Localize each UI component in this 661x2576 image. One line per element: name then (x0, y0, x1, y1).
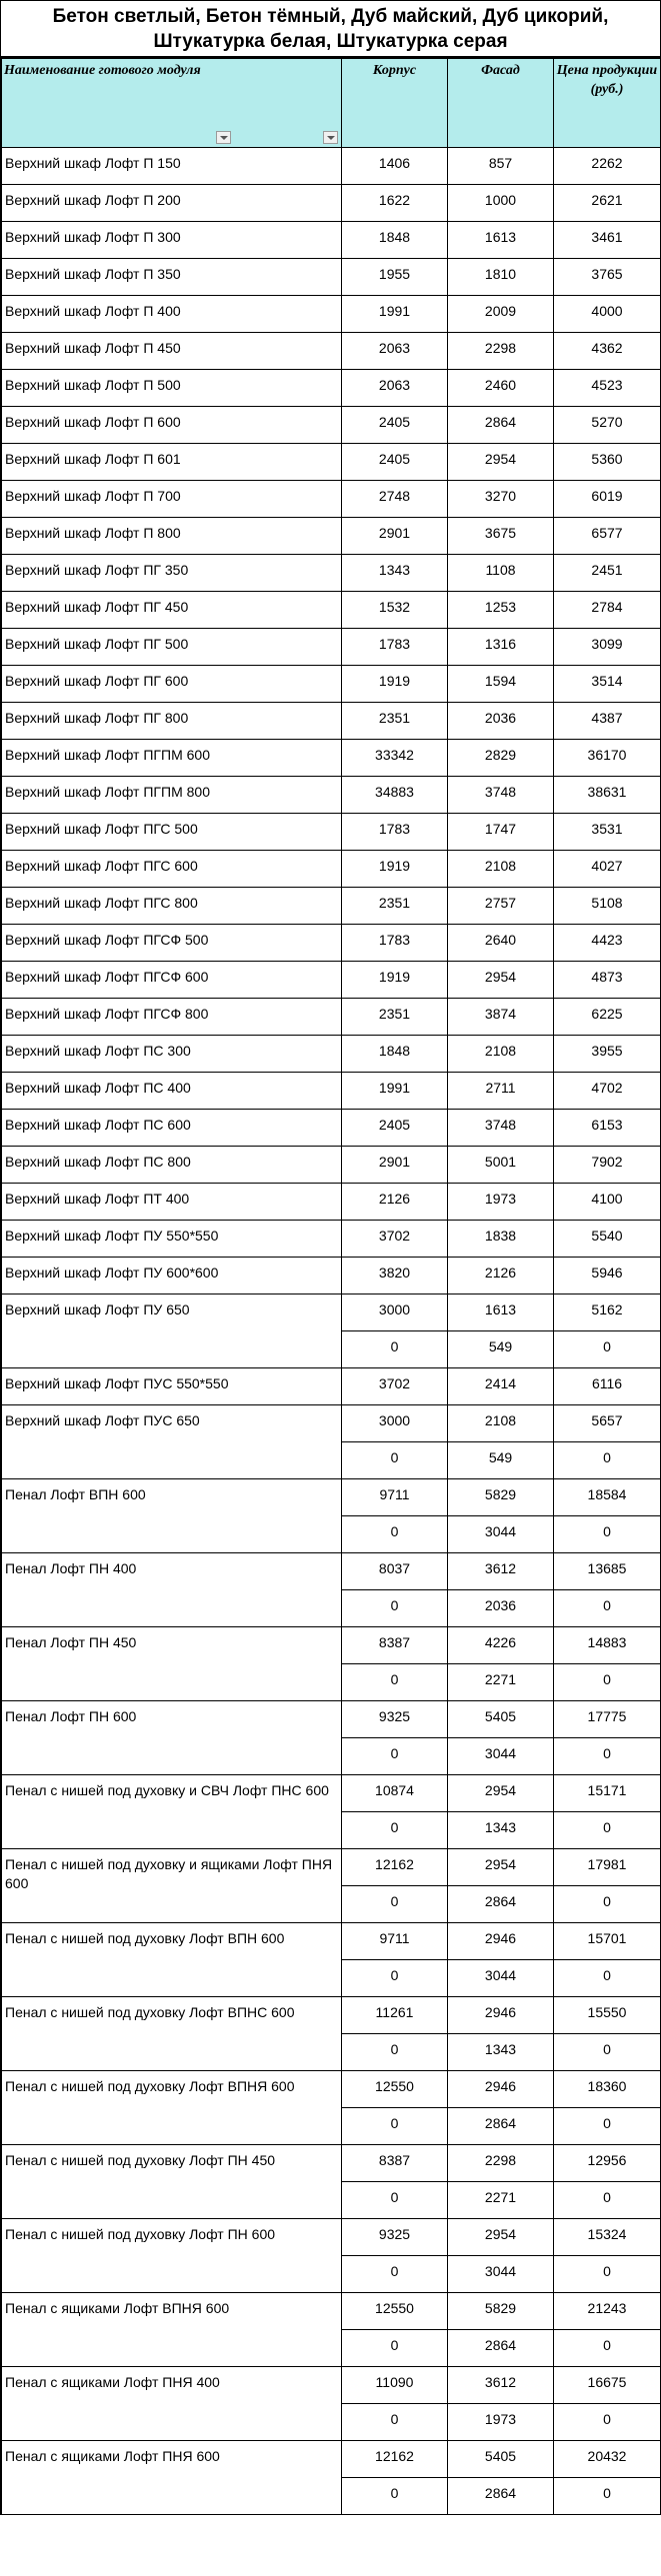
body-price-cell[interactable]: 9711 (342, 1479, 448, 1516)
product-price-cell[interactable]: 4702 (554, 1073, 661, 1110)
table-row (2, 444, 661, 481)
body-price-cell[interactable]: 2351 (342, 888, 448, 925)
facade-price-cell[interactable]: 2954 (448, 2219, 554, 2256)
facade-price-cell[interactable]: 2271 (448, 1664, 554, 1701)
table-row (2, 777, 661, 814)
table-row (2, 407, 661, 444)
product-price-cell[interactable]: 4362 (554, 333, 661, 370)
module-name-cell[interactable]: Верхний шкаф Лофт ПГСФ 800 (2, 999, 342, 1036)
product-price-cell[interactable]: 0 (554, 2034, 661, 2071)
product-price-cell[interactable]: 13685 (554, 1553, 661, 1590)
module-name-cell[interactable]: Пенал с нишей под духовку Лофт ПН 450 (2, 2145, 342, 2219)
body-price-cell[interactable]: 0 (342, 2256, 448, 2293)
table-row (2, 1405, 661, 1442)
table-row (2, 2145, 661, 2182)
product-price-cell[interactable]: 0 (554, 2404, 661, 2441)
facade-price-cell[interactable]: 1594 (448, 666, 554, 703)
product-price-cell[interactable]: 0 (554, 2330, 661, 2367)
body-price-cell[interactable]: 1783 (342, 629, 448, 666)
product-price-cell[interactable]: 2621 (554, 185, 661, 222)
body-price-cell[interactable]: 2351 (342, 999, 448, 1036)
column-header-price: Цена продукции (руб.) (554, 59, 661, 148)
filter-dropdown-icon[interactable] (216, 131, 231, 144)
facade-price-cell[interactable]: 2108 (448, 1405, 554, 1442)
facade-price-cell[interactable]: 2757 (448, 888, 554, 925)
facade-price-cell[interactable]: 2954 (448, 1849, 554, 1886)
body-price-cell[interactable]: 1848 (342, 1036, 448, 1073)
product-price-cell[interactable]: 3765 (554, 259, 661, 296)
product-price-cell[interactable]: 18360 (554, 2071, 661, 2108)
body-price-cell[interactable]: 0 (342, 1886, 448, 1923)
facade-price-cell[interactable]: 2036 (448, 1590, 554, 1627)
product-price-cell[interactable]: 36170 (554, 740, 661, 777)
module-name-cell[interactable]: Верхний шкаф Лофт ПГС 500 (2, 814, 342, 851)
product-price-cell[interactable]: 16675 (554, 2367, 661, 2404)
column-header-module-name (2, 59, 342, 148)
product-price-cell[interactable]: 15171 (554, 1775, 661, 1812)
body-price-cell[interactable]: 1919 (342, 962, 448, 999)
body-price-cell[interactable]: 0 (342, 2478, 448, 2515)
body-price-cell[interactable]: 0 (342, 1516, 448, 1553)
body-price-cell[interactable]: 1783 (342, 925, 448, 962)
module-name-cell[interactable]: Верхний шкаф Лофт ПС 800 (2, 1147, 342, 1184)
product-price-cell[interactable]: 6019 (554, 481, 661, 518)
column-header-body: Корпус (342, 59, 448, 148)
module-name-cell[interactable]: Пенал с нишей под духовку Лофт ВПН 600 (2, 1923, 342, 1997)
body-price-cell[interactable]: 3820 (342, 1258, 448, 1294)
body-price-cell[interactable]: 0 (342, 1590, 448, 1627)
product-price-cell[interactable]: 4000 (554, 296, 661, 333)
body-price-cell[interactable]: 2063 (342, 333, 448, 370)
facade-price-cell[interactable]: 4226 (448, 1627, 554, 1664)
facade-price-cell[interactable]: 2946 (448, 1997, 554, 2034)
body-price-cell[interactable]: 1783 (342, 814, 448, 851)
body-price-cell[interactable]: 1622 (342, 185, 448, 222)
body-price-cell[interactable]: 0 (342, 1960, 448, 1997)
facade-price-cell[interactable]: 3748 (448, 1110, 554, 1147)
product-price-cell[interactable]: 15701 (554, 1923, 661, 1960)
body-price-cell[interactable]: 0 (342, 2108, 448, 2145)
facade-price-cell[interactable]: 3748 (448, 777, 554, 814)
facade-price-cell[interactable]: 1747 (448, 814, 554, 851)
facade-price-cell[interactable]: 2298 (448, 333, 554, 370)
table-row (2, 2219, 661, 2256)
product-price-cell[interactable]: 6577 (554, 518, 661, 555)
module-name-cell[interactable]: Верхний шкаф Лофт П 400 (2, 296, 342, 333)
product-price-cell[interactable]: 2451 (554, 555, 661, 592)
table-row (2, 925, 661, 962)
body-price-cell[interactable]: 3000 (342, 1405, 448, 1442)
product-price-cell[interactable]: 4523 (554, 370, 661, 407)
facade-price-cell[interactable]: 3874 (448, 999, 554, 1036)
facade-price-cell[interactable]: 1343 (448, 1812, 554, 1849)
product-price-cell[interactable]: 0 (554, 2478, 661, 2515)
table-row (2, 592, 661, 629)
body-price-cell[interactable]: 0 (342, 1664, 448, 1701)
body-price-cell[interactable]: 12550 (342, 2071, 448, 2108)
body-price-cell[interactable]: 11090 (342, 2367, 448, 2404)
body-price-cell[interactable]: 2405 (342, 1110, 448, 1147)
product-price-cell[interactable]: 6116 (554, 1368, 661, 1405)
table-row (2, 370, 661, 407)
body-price-cell[interactable]: 1848 (342, 222, 448, 259)
product-price-cell[interactable]: 0 (554, 1960, 661, 1997)
product-price-cell[interactable]: 5162 (554, 1294, 661, 1331)
facade-price-cell[interactable]: 1108 (448, 555, 554, 592)
body-price-cell[interactable]: 0 (342, 2404, 448, 2441)
facade-price-cell[interactable]: 2864 (448, 2330, 554, 2367)
product-price-cell[interactable]: 15550 (554, 1997, 661, 2034)
body-price-cell[interactable]: 3702 (342, 1221, 448, 1258)
product-price-cell[interactable]: 0 (554, 1442, 661, 1479)
facade-price-cell[interactable]: 5829 (448, 2293, 554, 2330)
body-price-cell[interactable]: 8387 (342, 1627, 448, 1664)
sheet-title: Бетон светлый, Бетон тёмный, Дуб майский, Дуб цикорий, Штукатурка белая, Штукатурка серая (1, 1, 660, 58)
product-price-cell[interactable]: 2262 (554, 148, 661, 185)
facade-price-cell[interactable]: 2864 (448, 2478, 554, 2515)
table-row (2, 148, 661, 185)
product-price-cell[interactable]: 6153 (554, 1110, 661, 1147)
module-name-cell[interactable]: Верхний шкаф Лофт ПГС 600 (2, 851, 342, 888)
facade-price-cell[interactable]: 2946 (448, 2071, 554, 2108)
facade-price-cell[interactable]: 1613 (448, 222, 554, 259)
table-row (2, 1997, 661, 2034)
facade-price-cell[interactable]: 2954 (448, 1775, 554, 1812)
product-price-cell[interactable]: 5270 (554, 407, 661, 444)
body-price-cell[interactable]: 34883 (342, 777, 448, 814)
facade-price-cell[interactable]: 3612 (448, 2367, 554, 2404)
product-price-cell[interactable]: 12956 (554, 2145, 661, 2182)
body-price-cell[interactable]: 12162 (342, 1849, 448, 1886)
module-name-cell[interactable]: Верхний шкаф Лофт ПГ 800 (2, 703, 342, 740)
module-name-cell[interactable]: Пенал с нишей под духовку Лофт ВПНС 600 (2, 1997, 342, 2071)
body-price-cell[interactable]: 0 (342, 2182, 448, 2219)
body-price-cell[interactable]: 8037 (342, 1553, 448, 1590)
body-price-cell[interactable]: 2748 (342, 481, 448, 518)
product-price-cell[interactable]: 15324 (554, 2219, 661, 2256)
product-price-cell[interactable]: 3461 (554, 222, 661, 259)
table-row (2, 1294, 661, 1331)
table-row (2, 222, 661, 259)
product-price-cell[interactable]: 5657 (554, 1405, 661, 1442)
module-name-cell[interactable]: Верхний шкаф Лофт ПГПМ 600 (2, 740, 342, 777)
module-name-cell[interactable]: Верхний шкаф Лофт ПС 300 (2, 1036, 342, 1073)
facade-price-cell[interactable]: 2954 (448, 444, 554, 481)
product-price-cell[interactable]: 4423 (554, 925, 661, 962)
table-row (2, 185, 661, 222)
table-row (2, 481, 661, 518)
module-name-cell[interactable]: Верхний шкаф Лофт ПУ 600*600 (2, 1258, 342, 1294)
product-price-cell[interactable]: 17775 (554, 1701, 661, 1738)
module-name-cell[interactable]: Верхний шкаф Лофт ПС 400 (2, 1073, 342, 1110)
module-name-cell[interactable]: Пенал с нишей под духовку и ящиками Лофт ПНЯ 600 (2, 1849, 342, 1923)
table-row (2, 1627, 661, 1664)
table-row (2, 555, 661, 592)
facade-price-cell[interactable]: 5405 (448, 2441, 554, 2478)
body-price-cell[interactable]: 2126 (342, 1184, 448, 1221)
product-price-cell[interactable]: 0 (554, 2182, 661, 2219)
body-price-cell[interactable]: 2901 (342, 1147, 448, 1184)
product-price-cell[interactable]: 3955 (554, 1036, 661, 1073)
body-price-cell[interactable]: 1406 (342, 148, 448, 185)
facade-price-cell[interactable]: 1000 (448, 185, 554, 222)
product-price-cell[interactable]: 14883 (554, 1627, 661, 1664)
facade-price-cell[interactable]: 5405 (448, 1701, 554, 1738)
module-name-cell[interactable]: Верхний шкаф Лофт П 800 (2, 518, 342, 555)
module-name-cell[interactable]: Верхний шкаф Лофт П 601 (2, 444, 342, 481)
facade-price-cell[interactable]: 3270 (448, 481, 554, 518)
module-name-cell[interactable]: Верхний шкаф Лофт ПГС 800 (2, 888, 342, 925)
product-price-cell[interactable]: 4100 (554, 1184, 661, 1221)
product-price-cell[interactable]: 7902 (554, 1147, 661, 1184)
table-body (2, 148, 661, 2515)
facade-price-cell[interactable]: 857 (448, 148, 554, 185)
product-price-cell[interactable]: 21243 (554, 2293, 661, 2330)
body-price-cell[interactable]: 33342 (342, 740, 448, 777)
product-price-cell[interactable]: 2784 (554, 592, 661, 629)
facade-price-cell[interactable]: 2460 (448, 370, 554, 407)
table-row (2, 333, 661, 370)
table-row (2, 1073, 661, 1110)
product-price-cell[interactable]: 4873 (554, 962, 661, 999)
facade-price-cell[interactable]: 1613 (448, 1294, 554, 1331)
facade-price-cell[interactable]: 2864 (448, 1886, 554, 1923)
table-row (2, 296, 661, 333)
product-price-cell[interactable]: 0 (554, 1590, 661, 1627)
facade-price-cell[interactable]: 2946 (448, 1923, 554, 1960)
body-price-cell[interactable]: 1343 (342, 555, 448, 592)
table-row (2, 1110, 661, 1147)
facade-price-cell[interactable]: 2864 (448, 407, 554, 444)
table-row (2, 1258, 661, 1294)
module-name-cell[interactable]: Верхний шкаф Лофт ПГСФ 500 (2, 925, 342, 962)
body-price-cell[interactable]: 2901 (342, 518, 448, 555)
facade-price-cell[interactable]: 2009 (448, 296, 554, 333)
facade-price-cell[interactable]: 2829 (448, 740, 554, 777)
module-name-cell[interactable]: Верхний шкаф Лофт ПГПМ 800 (2, 777, 342, 814)
product-price-cell[interactable]: 0 (554, 1664, 661, 1701)
table-row (2, 2441, 661, 2478)
module-name-cell[interactable]: Верхний шкаф Лофт П 700 (2, 481, 342, 518)
table-row (2, 1184, 661, 1221)
module-name-cell[interactable]: Верхний шкаф Лофт ПУС 550*550 (2, 1368, 342, 1405)
table-row (2, 1775, 661, 1812)
facade-price-cell[interactable]: 5829 (448, 1479, 554, 1516)
facade-price-cell[interactable]: 1973 (448, 2404, 554, 2441)
product-price-cell[interactable]: 0 (554, 2256, 661, 2293)
facade-price-cell[interactable]: 1973 (448, 1184, 554, 1221)
module-name-cell[interactable]: Верхний шкаф Лофт ПГ 600 (2, 666, 342, 703)
module-name-cell[interactable]: Верхний шкаф Лофт ПС 600 (2, 1110, 342, 1147)
body-price-cell[interactable]: 11261 (342, 1997, 448, 2034)
product-price-cell[interactable]: 38631 (554, 777, 661, 814)
product-price-cell[interactable]: 5108 (554, 888, 661, 925)
module-name-cell[interactable]: Верхний шкаф Лофт П 150 (2, 148, 342, 185)
facade-price-cell[interactable]: 1253 (448, 592, 554, 629)
module-name-cell[interactable]: Верхний шкаф Лофт П 350 (2, 259, 342, 296)
body-price-cell[interactable]: 12550 (342, 2293, 448, 2330)
body-price-cell[interactable]: 0 (342, 1738, 448, 1775)
body-price-cell[interactable]: 0 (342, 1812, 448, 1849)
table-row (2, 962, 661, 999)
table-row (2, 1553, 661, 1590)
body-price-cell[interactable]: 0 (342, 2330, 448, 2367)
header-row (2, 59, 661, 148)
table-row (2, 999, 661, 1036)
table-row (2, 1701, 661, 1738)
table-row (2, 259, 661, 296)
module-name-cell[interactable]: Пенал Лофт ПН 600 (2, 1701, 342, 1775)
body-price-cell[interactable]: 2405 (342, 407, 448, 444)
facade-price-cell[interactable]: 3044 (448, 1516, 554, 1553)
product-price-cell[interactable]: 20432 (554, 2441, 661, 2478)
table-row (2, 2071, 661, 2108)
body-price-cell[interactable]: 9325 (342, 2219, 448, 2256)
module-name-cell[interactable]: Верхний шкаф Лофт П 200 (2, 185, 342, 222)
table-row (2, 703, 661, 740)
table-row (2, 740, 661, 777)
body-price-cell[interactable]: 2063 (342, 370, 448, 407)
product-price-cell[interactable]: 6225 (554, 999, 661, 1036)
facade-price-cell[interactable]: 3612 (448, 1553, 554, 1590)
product-price-cell[interactable]: 0 (554, 1516, 661, 1553)
body-price-cell[interactable]: 3000 (342, 1294, 448, 1331)
table-row (2, 2293, 661, 2330)
module-name-cell[interactable]: Верхний шкаф Лофт ПТ 400 (2, 1184, 342, 1221)
module-name-cell[interactable]: Пенал с нишей под духовку Лофт ВПНЯ 600 (2, 2071, 342, 2145)
facade-price-cell[interactable]: 549 (448, 1442, 554, 1479)
body-price-cell[interactable]: 3702 (342, 1368, 448, 1405)
table-row (2, 2367, 661, 2404)
product-price-cell[interactable]: 18584 (554, 1479, 661, 1516)
body-price-cell[interactable]: 9325 (342, 1701, 448, 1738)
module-name-cell[interactable]: Пенал с нишей под духовку и СВЧ Лофт ПНС 600 (2, 1775, 342, 1849)
module-name-cell[interactable]: Верхний шкаф Лофт П 300 (2, 222, 342, 259)
module-name-cell[interactable]: Верхний шкаф Лофт ПУ 650 (2, 1294, 342, 1368)
module-name-cell[interactable]: Верхний шкаф Лофт П 500 (2, 370, 342, 407)
filter-dropdown-icon[interactable] (323, 131, 338, 144)
facade-price-cell[interactable]: 2108 (448, 851, 554, 888)
body-price-cell[interactable]: 1991 (342, 1073, 448, 1110)
facade-price-cell[interactable]: 1838 (448, 1221, 554, 1258)
product-price-cell[interactable]: 0 (554, 1886, 661, 1923)
body-price-cell[interactable]: 1991 (342, 296, 448, 333)
product-price-cell[interactable]: 5946 (554, 1258, 661, 1294)
table-row (2, 1849, 661, 1886)
body-price-cell[interactable]: 2405 (342, 444, 448, 481)
module-name-cell[interactable]: Верхний шкаф Лофт ПГ 350 (2, 555, 342, 592)
module-name-cell[interactable]: Верхний шкаф Лофт П 600 (2, 407, 342, 444)
table-row (2, 1923, 661, 1960)
facade-price-cell[interactable]: 2271 (448, 2182, 554, 2219)
body-price-cell[interactable]: 2351 (342, 703, 448, 740)
facade-price-cell[interactable]: 1810 (448, 259, 554, 296)
facade-price-cell[interactable]: 2126 (448, 1258, 554, 1294)
product-price-cell[interactable]: 0 (554, 1738, 661, 1775)
product-price-cell[interactable]: 4387 (554, 703, 661, 740)
facade-price-cell[interactable]: 2954 (448, 962, 554, 999)
product-price-cell[interactable]: 3099 (554, 629, 661, 666)
column-header-module-name-label: Наименование готового модуля (4, 63, 201, 78)
module-name-cell[interactable]: Верхний шкаф Лофт ПУ 550*550 (2, 1221, 342, 1258)
facade-price-cell[interactable]: 2864 (448, 2108, 554, 2145)
product-price-cell[interactable]: 0 (554, 1331, 661, 1368)
facade-price-cell[interactable]: 5001 (448, 1147, 554, 1184)
facade-price-cell[interactable]: 3044 (448, 1738, 554, 1775)
price-table (1, 58, 661, 2515)
module-name-cell[interactable]: Пенал Лофт ПН 400 (2, 1553, 342, 1627)
product-price-cell[interactable]: 5360 (554, 444, 661, 481)
table-row (2, 518, 661, 555)
facade-price-cell[interactable]: 3675 (448, 518, 554, 555)
table-row (2, 1368, 661, 1405)
module-name-cell[interactable]: Верхний шкаф Лофт ПГ 450 (2, 592, 342, 629)
module-name-cell[interactable]: Верхний шкаф Лофт ПУС 650 (2, 1405, 342, 1479)
module-name-cell[interactable]: Пенал Лофт ПН 450 (2, 1627, 342, 1701)
product-price-cell[interactable]: 4027 (554, 851, 661, 888)
body-price-cell[interactable]: 1919 (342, 851, 448, 888)
facade-price-cell[interactable]: 1343 (448, 2034, 554, 2071)
body-price-cell[interactable]: 8387 (342, 2145, 448, 2182)
module-name-cell[interactable]: Пенал Лофт ВПН 600 (2, 1479, 342, 1553)
facade-price-cell[interactable]: 2711 (448, 1073, 554, 1110)
product-price-cell[interactable]: 0 (554, 1812, 661, 1849)
product-price-cell[interactable]: 17981 (554, 1849, 661, 1886)
table-row (2, 888, 661, 925)
module-name-cell[interactable]: Пенал с ящиками Лофт ПНЯ 400 (2, 2367, 342, 2441)
facade-price-cell[interactable]: 2640 (448, 925, 554, 962)
module-name-cell[interactable]: Верхний шкаф Лофт ПГ 500 (2, 629, 342, 666)
table-row (2, 851, 661, 888)
body-price-cell[interactable]: 10874 (342, 1775, 448, 1812)
product-price-cell[interactable]: 3531 (554, 814, 661, 851)
facade-price-cell[interactable]: 2036 (448, 703, 554, 740)
module-name-cell[interactable]: Пенал с ящиками Лофт ПНЯ 600 (2, 2441, 342, 2515)
body-price-cell[interactable]: 0 (342, 1442, 448, 1479)
body-price-cell[interactable]: 1919 (342, 666, 448, 703)
table-row (2, 1221, 661, 1258)
column-header-facade: Фасад (448, 59, 554, 148)
body-price-cell[interactable]: 1955 (342, 259, 448, 296)
facade-price-cell[interactable]: 2298 (448, 2145, 554, 2182)
table-row (2, 1036, 661, 1073)
table-row (2, 1479, 661, 1516)
body-price-cell[interactable]: 0 (342, 1331, 448, 1368)
body-price-cell[interactable]: 0 (342, 2034, 448, 2071)
facade-price-cell[interactable]: 2414 (448, 1368, 554, 1405)
module-name-cell[interactable]: Верхний шкаф Лофт ПГСФ 600 (2, 962, 342, 999)
facade-price-cell[interactable]: 2108 (448, 1036, 554, 1073)
module-name-cell[interactable]: Пенал с ящиками Лофт ВПНЯ 600 (2, 2293, 342, 2367)
module-name-cell[interactable]: Верхний шкаф Лофт П 450 (2, 333, 342, 370)
product-price-cell[interactable]: 3514 (554, 666, 661, 703)
product-price-cell[interactable]: 0 (554, 2108, 661, 2145)
table-row (2, 814, 661, 851)
facade-price-cell[interactable]: 3044 (448, 2256, 554, 2293)
table-row (2, 629, 661, 666)
product-price-cell[interactable]: 5540 (554, 1221, 661, 1258)
facade-price-cell[interactable]: 3044 (448, 1960, 554, 1997)
body-price-cell[interactable]: 12162 (342, 2441, 448, 2478)
table-row (2, 666, 661, 703)
module-name-cell[interactable]: Пенал с нишей под духовку Лофт ПН 600 (2, 2219, 342, 2293)
table-row (2, 1147, 661, 1184)
facade-price-cell[interactable]: 1316 (448, 629, 554, 666)
body-price-cell[interactable]: 1532 (342, 592, 448, 629)
body-price-cell[interactable]: 9711 (342, 1923, 448, 1960)
facade-price-cell[interactable]: 549 (448, 1331, 554, 1368)
